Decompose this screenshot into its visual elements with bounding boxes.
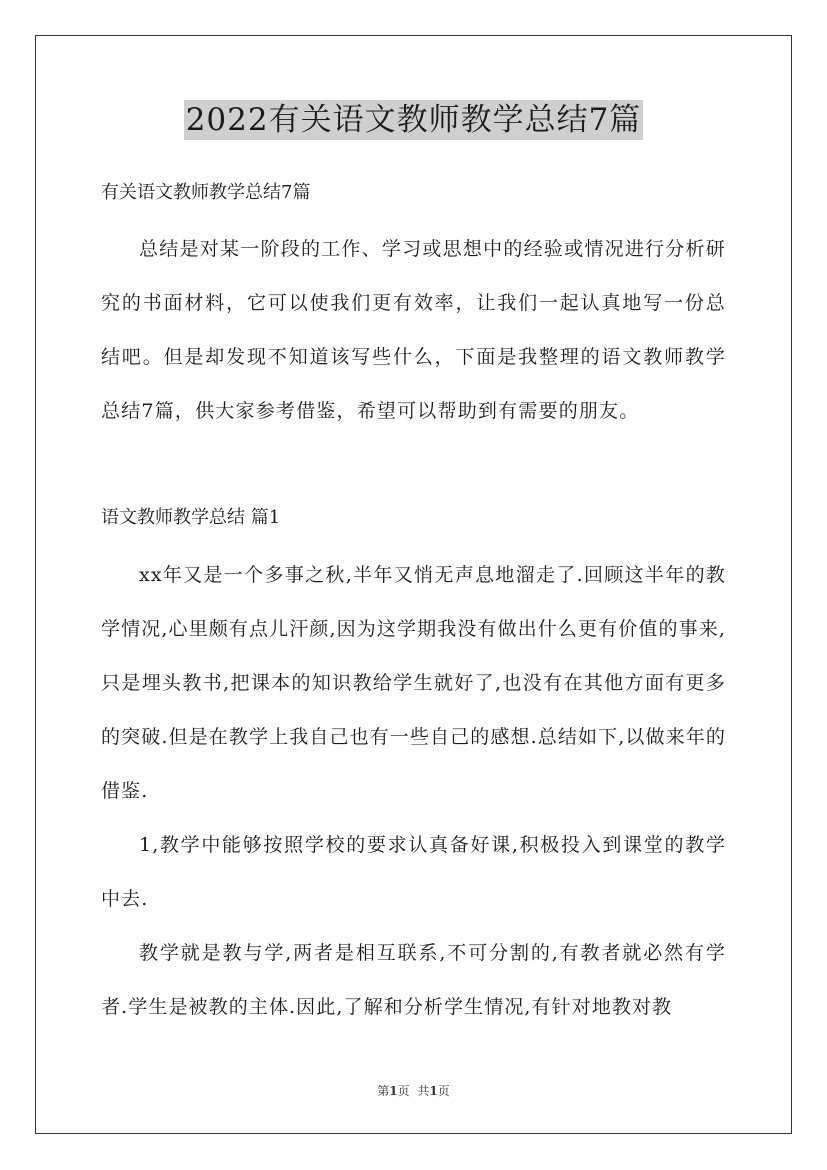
document-title: 2022有关语文教师教学总结7篇 — [185, 102, 642, 138]
intro-paragraph: 总结是对某一阶段的工作、学习或思想中的经验或情况进行分析研究的书面材料，它可以使我们更有效率，让我们一起认真地写一份总结吧。但是却发现不知道该写些什么，下面是我整理的语文教师教学总结7篇，供大家参考借鉴，希望可以帮助到有需要的朋友。 — [101, 238, 726, 422]
section-heading: 语文教师教学总结 篇1 — [101, 507, 281, 528]
body-paragraph: xx年又是一个多事之秋,半年又悄无声息地溜走了.回顾这半年的教学情况,心里颇有点儿汗颜,因为这学期我没有做出什么更有价值的事来,只是埋头教书,把课本的知识教给学生就好了,也没有在其他方面有更多的突破.但是在教学上我自己也有一些自己的感想.总结如下,以做来年的借鉴. — [101, 564, 726, 802]
page-prefix: 第 — [377, 1084, 390, 1098]
total-pages: 1 — [429, 1084, 438, 1098]
body-paragraph: 1,教学中能够按照学校的要求认真备好课,积极投入到课堂的教学中去. — [101, 834, 726, 910]
document-subtitle: 有关语文教师教学总结7篇 — [101, 182, 311, 203]
page-suffix: 页 — [397, 1084, 410, 1098]
total-prefix: 共 — [417, 1084, 430, 1098]
title-container — [0, 100, 827, 140]
body-paragraph: 教学就是教与学,两者是相互联系,不可分割的,有教者就必然有学者.学生是被教的主体.因此,了解和分析学生情况,有针对地教对教 — [101, 942, 726, 1018]
total-suffix: 页 — [437, 1084, 450, 1098]
page-number: 1 — [389, 1084, 398, 1098]
page-footer — [0, 1083, 827, 1099]
